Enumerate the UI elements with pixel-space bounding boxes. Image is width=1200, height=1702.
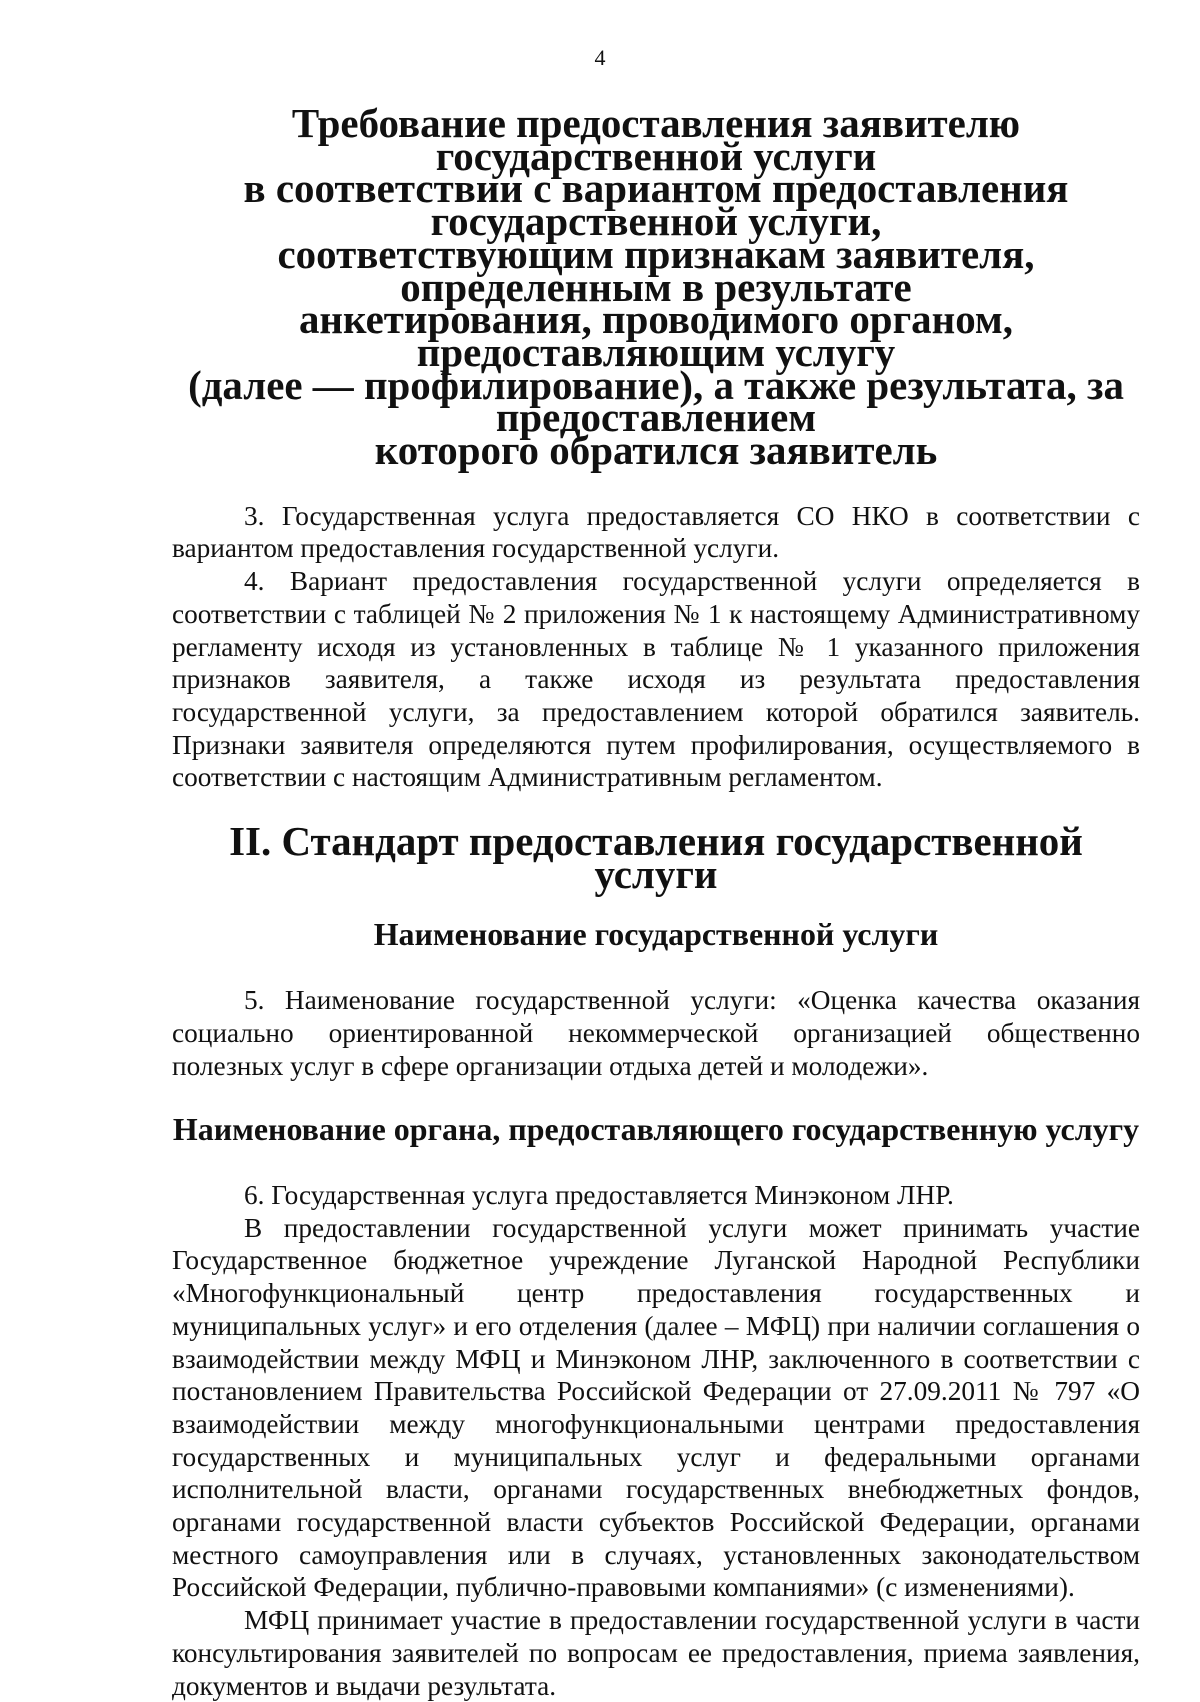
heading-service-name: Наименование государственной услуги — [373, 917, 939, 953]
heading-line: которого обратился заявитель — [374, 428, 938, 474]
heading-line: соответствующим признакам заявителя, определенным в результате — [277, 231, 1035, 310]
document-body — [172, 101, 1140, 1702]
paragraph-5: 5. Наименование государственной услуги: «Оценка качества оказания социально ориентированной некоммерческой организацией общественно полезных услуг в сфере организации отдыха детей и молодежи». — [172, 985, 1140, 1081]
heading-authority: Наименование органа, предоставляющего государственную услугу — [172, 1112, 1140, 1148]
paragraph-4: 4. Вариант предоставления государственной услуги определяется в соответствии с таблицей № 2 приложения № 1 к настоящему Административному регламенту исходя из установленных в таблице № 1 указанного приложения признаков заявителя, а также исходя из результата предоставления государственной услуги, за предоставлением которой обратился заявитель. Признаки заявителя определяются путем профилирования, осуществляемого в соответствии с настоящим Административным регламентом. — [172, 566, 1140, 793]
paragraph-6: 6. Государственная услуга предоставляется Минэконом ЛНР. — [244, 1179, 954, 1210]
heading-requirement — [172, 101, 1140, 474]
spacer — [172, 952, 1140, 984]
paragraph-mfc-participation: В предоставлении государственной услуги может принимать участие Государственное бюджетное учреждение Луганской Народной Республики «Многофункциональный центр предоставления государственных и муниципальных услуг» и его отделения (далее – МФЦ) при наличии соглашения о взаимодействии между МФЦ и Минэконом ЛНР, заключенного в соответствии с постановлением Правительства Российской Федерации от 27.09.2011 № 797 «О взаимодействии между многофункциональными центрами предоставления государственных и муниципальных услуг и федеральными органами исполнительной власти, органами государственных внебюджетных фондов, органами государственной власти субъектов Российской Федерации, органами местного самоуправления или в случаях, установленных законодательством Российской Федерации, публично-правовыми компаниями» (с изменениями). — [172, 1212, 1140, 1603]
heading-line: в соответствии с вариантом предоставления государственной услуги, — [243, 166, 1069, 245]
spacer — [172, 1082, 1140, 1114]
heading-line: (далее — профилирование), а также результата, за предоставлением — [188, 362, 1124, 441]
paragraph-3: 3. Государственная услуга предоставляется СО НКО в соответствии с вариантом предоставления государственной услуги. — [172, 500, 1140, 564]
heading-line: анкетирования, проводимого органом, предоставляющим услугу — [298, 297, 1014, 375]
page-number: 4 — [594, 45, 606, 70]
heading-line: Требование предоставления заявителю государственной услуги — [291, 101, 1021, 179]
section-title: II. Стандарт предоставления государственной услуги — [229, 819, 1083, 897]
spacer — [172, 1147, 1140, 1179]
paragraph-mfc-role: МФЦ принимает участие в предоставлении государственной услуги в части консультирования заявителей по вопросам ее предоставления, приема заявления, документов и выдачи результата. — [172, 1605, 1140, 1701]
